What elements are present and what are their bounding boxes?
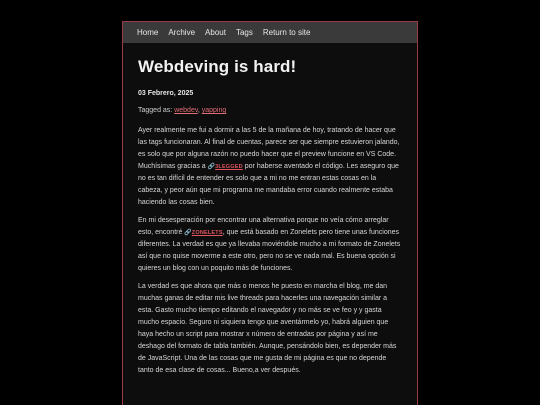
ref-zonelets-link[interactable]: ZONELETS	[191, 230, 223, 236]
paragraph-1-part-a: Ayer realmente me fui a dormir a las 5 de la mañana de hoy, tratando de hacer que las tags funcionaran. Al final de cuentas, parece ser que siempre estuvieron jalando, es solo que por alguna razón no puedo hacer que el preview funcione en VS Code. Muchísimas gracias a	[138, 127, 400, 170]
post-title: Webdeving is hard!	[138, 57, 297, 76]
top-nav	[123, 22, 417, 43]
paragraph-2	[138, 215, 401, 275]
post-date: 03 Febrero, 2025	[138, 90, 194, 97]
paragraph-2-part-b: , que está basado en Zonelets pero tiene unas funciones diferentes. La verdad es que ya llevaba moviéndole mucho a mi formato de Zonelets así que no quise moverme a este otro, pero no se ve nada mal. Es buena opción si quieres un blog con un poquito más de funciones.	[138, 229, 401, 272]
tags-label: Tagged as:	[138, 107, 175, 114]
link-icon: 🔗	[207, 164, 216, 170]
tag-separator: ,	[197, 107, 202, 114]
blog-page	[122, 21, 418, 405]
post-content	[123, 57, 417, 377]
nav-archive-link[interactable]: Archive	[168, 28, 196, 37]
tag-webdev-link[interactable]: webdev	[174, 107, 198, 114]
link-icon: 🔗	[184, 230, 192, 236]
nav-home-link[interactable]: Home	[137, 28, 159, 37]
nav-about-link[interactable]: About	[205, 28, 226, 37]
paragraph-1	[138, 125, 401, 209]
tag-yapping-link[interactable]: yapping	[201, 107, 227, 114]
ref-3legged-link[interactable]: 3LEGGED	[215, 164, 243, 170]
paragraph-1-part-b: por haberse aventado el código. Les aseguro que no es tan difícil de entender es solo que a mi no me entran estas cosas en la cabeza, y peor aún que mi programa me mandaba error cuando realmente estaba haciendo las cosas bien.	[138, 163, 399, 206]
paragraph-3: La verdad es que ahora que más o menos he puesto en marcha el blog, me dan muchas ganas de editar mis live threads para hacerles una navegación similar a esta. Gasto mucho tiempo editando el navegador y no más se ve feo y y gasta mucho espacio. Seguro ni siquiera tengo que aventármelo yo, habrá alguien que haya hecho un script para mostrar x número de entradas por página y así me deshago del formato de tabla también. Aunque, pensándolo bien, es depender más de JavaScript. Una de las cosas que me gusta de mi página es que no depende tanto de esa clase de cosas... Bueno,a ver después.	[138, 283, 397, 374]
post-tags	[138, 107, 401, 114]
paragraph-2-part-a: En mi desesperación por encontrar una alternativa porque no veía cómo arreglar esto, encontré	[138, 217, 389, 236]
nav-return-link[interactable]: Return to site	[262, 28, 311, 37]
nav-tags-link[interactable]: Tags	[235, 28, 253, 37]
